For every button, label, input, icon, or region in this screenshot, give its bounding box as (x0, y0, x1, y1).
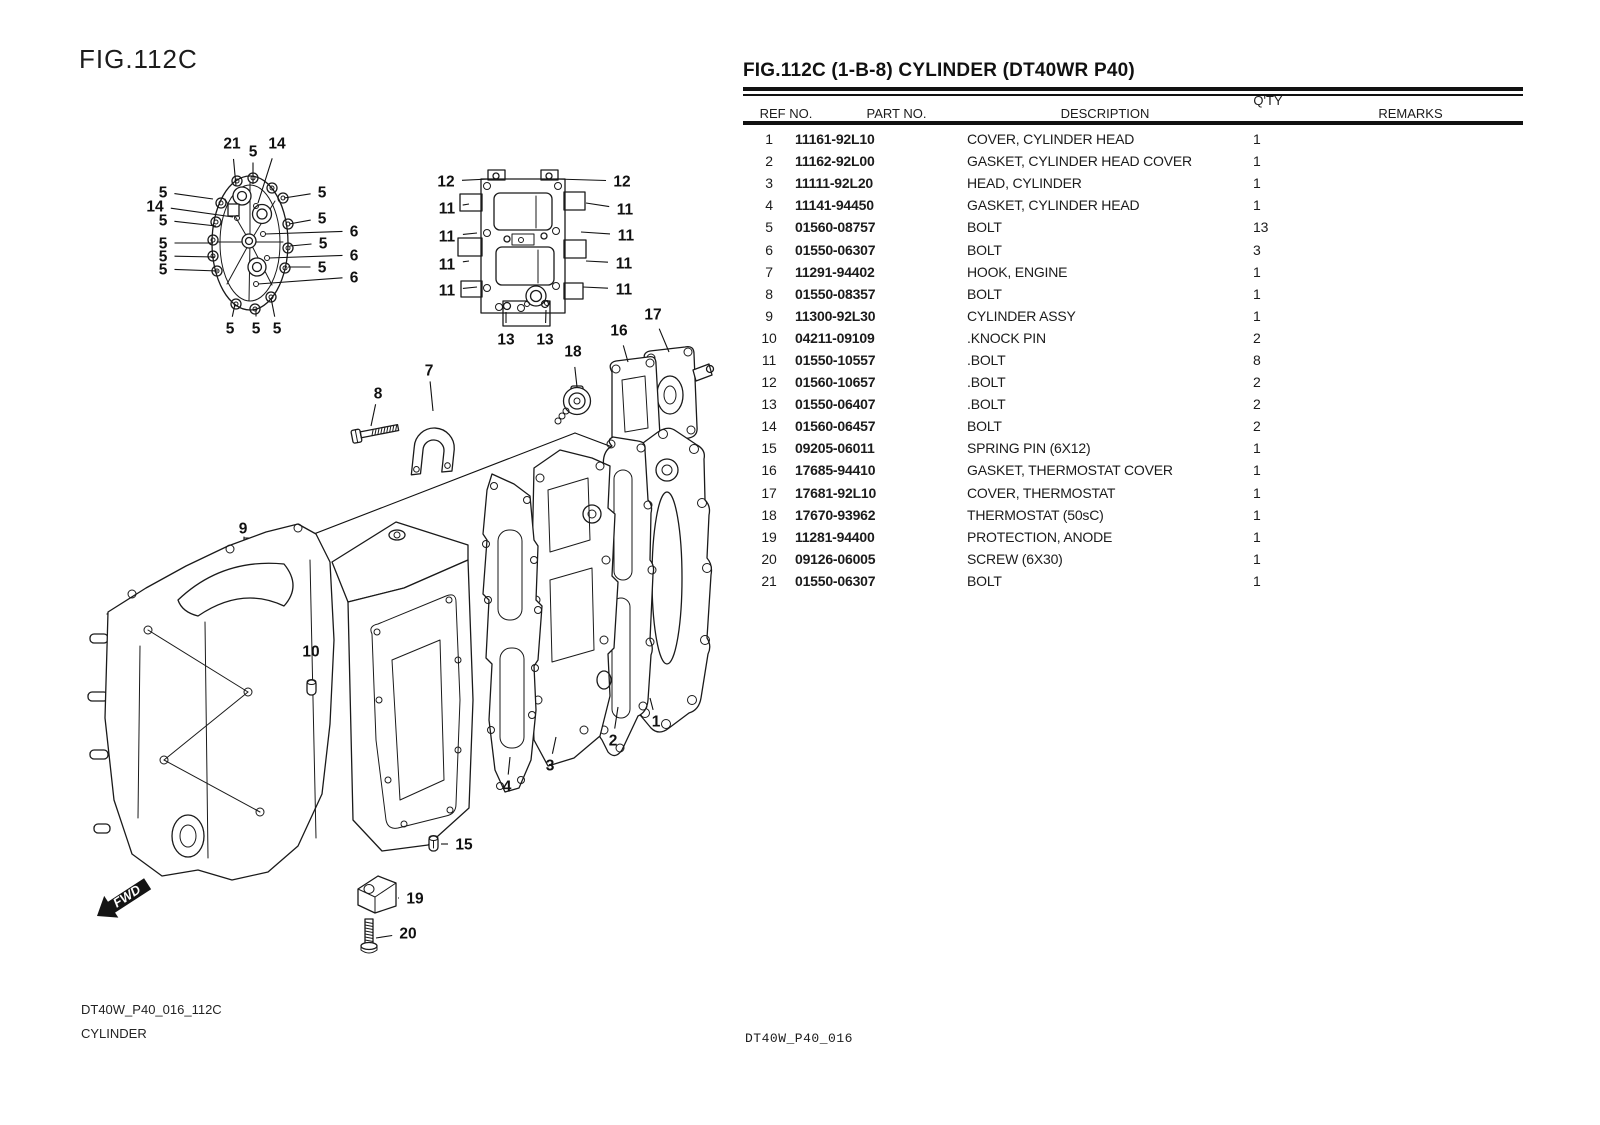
cell-part: 04211-09109 (795, 329, 875, 346)
col-header-part: PART NO. (866, 106, 927, 121)
cell-remarks (1333, 327, 1523, 349)
cell-qty: 1 (1253, 572, 1261, 589)
callout-11: 11 (615, 255, 633, 273)
table-row (743, 150, 1523, 172)
leader-line-5 (232, 304, 235, 317)
footer-left (81, 998, 222, 1046)
callout-6: 6 (349, 269, 359, 287)
cell-ref: 19 (761, 528, 777, 545)
cell-desc: BOLT (967, 241, 1002, 258)
cell-remarks (1333, 261, 1523, 283)
header-rule (743, 121, 1523, 125)
cell-part: 11281-94400 (795, 528, 875, 545)
cell-remarks (1333, 216, 1523, 238)
cell-qty: 1 (1253, 440, 1261, 457)
cell-part: 17681-92L10 (795, 484, 877, 501)
callout-5: 5 (158, 261, 168, 279)
screw-drawing (361, 919, 377, 953)
cell-remarks (1333, 349, 1523, 371)
callout-20: 20 (399, 925, 417, 943)
leader-line-11 (463, 287, 477, 288)
callout-10: 10 (302, 643, 320, 661)
table-row (743, 194, 1523, 216)
callout-4: 4 (502, 778, 512, 796)
cell-part: 01550-06407 (795, 396, 876, 413)
cell-ref: 8 (765, 285, 773, 302)
cell-remarks (1333, 482, 1523, 504)
cell-ref: 9 (765, 307, 773, 324)
cell-qty: 1 (1253, 528, 1261, 545)
leader-line-6 (265, 231, 343, 234)
cell-desc: BOLT (967, 219, 1002, 236)
spring-pin-drawing (429, 836, 438, 852)
table-row (743, 172, 1523, 194)
cell-desc: SCREW (6X30) (967, 550, 1063, 567)
callout-5: 5 (317, 210, 327, 228)
cell-part: 11111-92L20 (795, 175, 873, 192)
callout-5: 5 (318, 235, 328, 253)
callout-11: 11 (438, 282, 456, 300)
cell-ref: 12 (761, 374, 777, 391)
cell-ref: 6 (765, 241, 773, 258)
leader-line-14 (258, 158, 272, 203)
leader-line-18 (575, 367, 577, 387)
leader-line-14 (171, 208, 233, 217)
table-row (743, 548, 1523, 570)
table-row (743, 459, 1523, 481)
cell-remarks (1333, 194, 1523, 216)
leader-line-12 (462, 179, 489, 180)
cell-desc: HEAD, CYLINDER (967, 175, 1082, 192)
callout-6: 6 (349, 247, 359, 265)
cell-qty: 1 (1253, 153, 1261, 170)
cell-qty: 1 (1253, 175, 1261, 192)
leader-line-11 (463, 261, 469, 262)
file-id: DT40W_P40_016_112C (81, 1002, 222, 1017)
table-row (743, 238, 1523, 260)
cell-part: 11300-92L30 (795, 307, 876, 324)
figure-label: FIG.112C (79, 44, 198, 74)
cell-remarks (1333, 150, 1523, 172)
cell-remarks (1333, 172, 1523, 194)
callout-15: 15 (455, 836, 473, 854)
callout-5: 5 (248, 143, 258, 161)
callout-1: 1 (651, 713, 661, 731)
cell-desc: THERMOSTAT (50sC) (967, 506, 1104, 523)
cell-remarks (1333, 504, 1523, 526)
cell-ref: 2 (765, 153, 773, 170)
leader-line-11 (463, 204, 469, 205)
leader-line-12 (556, 179, 606, 181)
callout-17: 17 (644, 306, 662, 324)
table-row (743, 393, 1523, 415)
table-row (743, 305, 1523, 327)
table-row (743, 128, 1523, 150)
bolt-8-drawing (351, 422, 400, 444)
callout-9: 9 (238, 520, 248, 538)
callout-14: 14 (268, 135, 286, 153)
callout-3: 3 (545, 757, 555, 775)
anode-drawing (358, 876, 396, 913)
leader-line-5 (174, 194, 213, 199)
col-header-desc: DESCRIPTION (1060, 106, 1150, 121)
table-row (743, 482, 1523, 504)
callout-5: 5 (317, 259, 327, 277)
table-row (743, 504, 1523, 526)
cell-remarks (1333, 238, 1523, 260)
title-rule-thick (743, 87, 1523, 91)
cell-remarks (1333, 526, 1523, 548)
cell-desc: CYLINDER ASSY (967, 307, 1076, 324)
table-row (743, 216, 1523, 238)
cell-part: 01560-06457 (795, 418, 876, 435)
cell-part: 01550-08357 (795, 285, 876, 302)
leader-line-11 (586, 203, 609, 207)
cell-ref: 16 (761, 462, 777, 479)
callout-5: 5 (158, 212, 168, 230)
cell-part: 17685-94410 (795, 462, 876, 479)
table-row (743, 371, 1523, 393)
callout-5: 5 (317, 184, 327, 202)
callout-5: 5 (272, 320, 282, 338)
callout-19: 19 (406, 890, 424, 908)
callout-11: 11 (617, 227, 635, 245)
crankcase-drawing (88, 524, 334, 880)
cell-part: 11291-94402 (795, 263, 875, 280)
callout-16: 16 (610, 322, 628, 340)
callout-18: 18 (564, 343, 582, 361)
leader-line-11 (463, 233, 477, 234)
cell-desc: GASKET, THERMOSTAT COVER (967, 462, 1173, 479)
cell-qty: 2 (1253, 396, 1261, 413)
cell-ref: 14 (761, 418, 777, 435)
leader-line-6 (269, 255, 343, 258)
cell-desc: BOLT (967, 285, 1002, 302)
cell-remarks (1333, 459, 1523, 481)
cell-ref: 3 (765, 175, 773, 192)
callout-13: 13 (497, 331, 515, 349)
table-row (743, 349, 1523, 371)
cell-ref: 5 (765, 219, 773, 236)
cylinder-block-drawing (332, 522, 473, 851)
cell-qty: 1 (1253, 285, 1261, 302)
col-header-remarks: REMARKS (1378, 106, 1443, 121)
leader-line-11 (586, 261, 608, 262)
cell-qty: 8 (1253, 351, 1261, 368)
callout-5: 5 (158, 235, 168, 253)
cell-ref: 4 (765, 197, 773, 214)
footer-center: DT40W_P40_016 (745, 1031, 853, 1046)
cell-remarks (1333, 305, 1523, 327)
cell-part: 11161-92L10 (795, 131, 875, 148)
cell-remarks (1333, 283, 1523, 305)
table-row (743, 437, 1523, 459)
cell-part: 17670-93962 (795, 506, 876, 523)
assembly-head-drawing (530, 450, 618, 766)
cell-remarks (1333, 570, 1523, 592)
callout-2: 2 (608, 732, 618, 750)
cell-qty: 1 (1253, 484, 1261, 501)
cell-ref: 17 (761, 484, 777, 501)
table-row (743, 570, 1523, 592)
cell-part: 01560-08757 (795, 219, 876, 236)
cell-part: 01550-06307 (795, 572, 876, 589)
callout-13: 13 (536, 331, 554, 349)
cell-part: 09126-06005 (795, 550, 876, 567)
col-header-qty: Q'TY (1253, 93, 1283, 108)
cell-qty: 1 (1253, 197, 1261, 214)
cell-remarks (1333, 437, 1523, 459)
table-title: FIG.112C (1-B-8) CYLINDER (DT40WR P40) (743, 60, 1135, 81)
cell-qty: 2 (1253, 329, 1261, 346)
leader-line-20 (376, 936, 392, 939)
callout-11: 11 (616, 201, 634, 219)
cell-qty: 1 (1253, 131, 1261, 148)
table-row (743, 261, 1523, 283)
cell-ref: 21 (761, 572, 777, 589)
leader-line-11 (583, 287, 608, 288)
cell-desc: BOLT (967, 572, 1002, 589)
cell-desc: COVER, CYLINDER HEAD (967, 131, 1135, 148)
callout-5: 5 (225, 320, 235, 338)
callout-14: 14 (146, 198, 164, 216)
callout-11: 11 (438, 256, 456, 274)
fwd-direction-tag (90, 872, 154, 926)
callout-5: 5 (158, 184, 168, 202)
leader-line-5 (175, 256, 216, 257)
callout-12: 12 (613, 173, 631, 191)
cell-desc: GASKET, CYLINDER HEAD (967, 197, 1140, 214)
cell-desc: COVER, THERMOSTAT (967, 484, 1116, 501)
callout-5: 5 (251, 320, 261, 338)
cell-ref: 15 (761, 440, 777, 457)
cylinder-head-drawing (458, 170, 586, 326)
cell-desc: .KNOCK PIN (967, 329, 1046, 346)
table-row (743, 415, 1523, 437)
leader-line-5 (174, 221, 216, 226)
cell-part: 11141-94450 (795, 197, 874, 214)
cell-desc: PROTECTION, ANODE (967, 528, 1113, 545)
cell-part: 01550-06307 (795, 241, 876, 258)
cell-desc: .BOLT (967, 396, 1006, 413)
cell-desc: GASKET, CYLINDER HEAD COVER (967, 153, 1192, 170)
cell-desc: .BOLT (967, 374, 1006, 391)
cell-ref: 11 (761, 351, 777, 368)
cell-qty: 13 (1253, 219, 1269, 236)
callout-8: 8 (373, 385, 383, 403)
callout-11: 11 (615, 281, 633, 299)
cell-part: 01560-10657 (795, 374, 876, 391)
cell-qty: 1 (1253, 550, 1261, 567)
callout-11: 11 (438, 200, 456, 218)
cell-remarks (1333, 548, 1523, 570)
callout-11: 11 (438, 228, 456, 246)
cell-qty: 1 (1253, 462, 1261, 479)
cylinder-head-cover-drawing (208, 173, 293, 314)
leader-line-8 (371, 404, 376, 426)
cell-qty: 2 (1253, 374, 1261, 391)
cell-part: 01550-10557 (795, 351, 876, 368)
cell-qty: 3 (1253, 241, 1261, 258)
callout-12: 12 (437, 173, 455, 191)
cell-desc: .BOLT (967, 351, 1006, 368)
leader-line-5 (290, 244, 312, 246)
cell-qty: 1 (1253, 263, 1261, 280)
section-name: CYLINDER (81, 1026, 147, 1041)
cell-qty: 1 (1253, 307, 1261, 324)
parts-table (743, 128, 1523, 592)
title-rule-thin (743, 94, 1523, 96)
cell-remarks (1333, 415, 1523, 437)
col-header-ref: REF NO. (759, 106, 813, 121)
parts-diagram (55, 115, 755, 995)
leader-line-17 (659, 329, 669, 352)
cell-desc: SPRING PIN (6X12) (967, 440, 1091, 457)
cell-desc: BOLT (967, 418, 1002, 435)
cell-ref: 13 (761, 396, 777, 413)
knock-pin-drawing (307, 680, 316, 696)
cell-part: 09205-06011 (795, 440, 875, 457)
table-row (743, 327, 1523, 349)
callout-5: 5 (158, 248, 168, 266)
cell-ref: 10 (761, 329, 777, 346)
table-row (743, 283, 1523, 305)
cell-ref: 20 (761, 550, 777, 567)
thermostat-drawing (555, 386, 591, 424)
callout-7: 7 (424, 362, 434, 380)
cell-remarks (1333, 128, 1523, 150)
cell-remarks (1333, 393, 1523, 415)
leader-line-11 (581, 232, 610, 234)
cell-qty: 2 (1253, 418, 1261, 435)
cell-remarks (1333, 371, 1523, 393)
callout-21: 21 (223, 135, 241, 153)
leader-line-6 (258, 278, 343, 284)
cell-ref: 1 (765, 131, 773, 148)
callout-6: 6 (349, 223, 359, 241)
engine-hook-drawing (411, 426, 456, 479)
table-row (743, 526, 1523, 548)
fwd-label: FWD (110, 881, 144, 911)
cell-qty: 1 (1253, 506, 1261, 523)
leader-line-7 (430, 381, 433, 411)
cell-ref: 18 (761, 506, 777, 523)
cell-part: 11162-92L00 (795, 153, 875, 170)
cell-desc: HOOK, ENGINE (967, 263, 1068, 280)
cell-ref: 7 (765, 263, 773, 280)
